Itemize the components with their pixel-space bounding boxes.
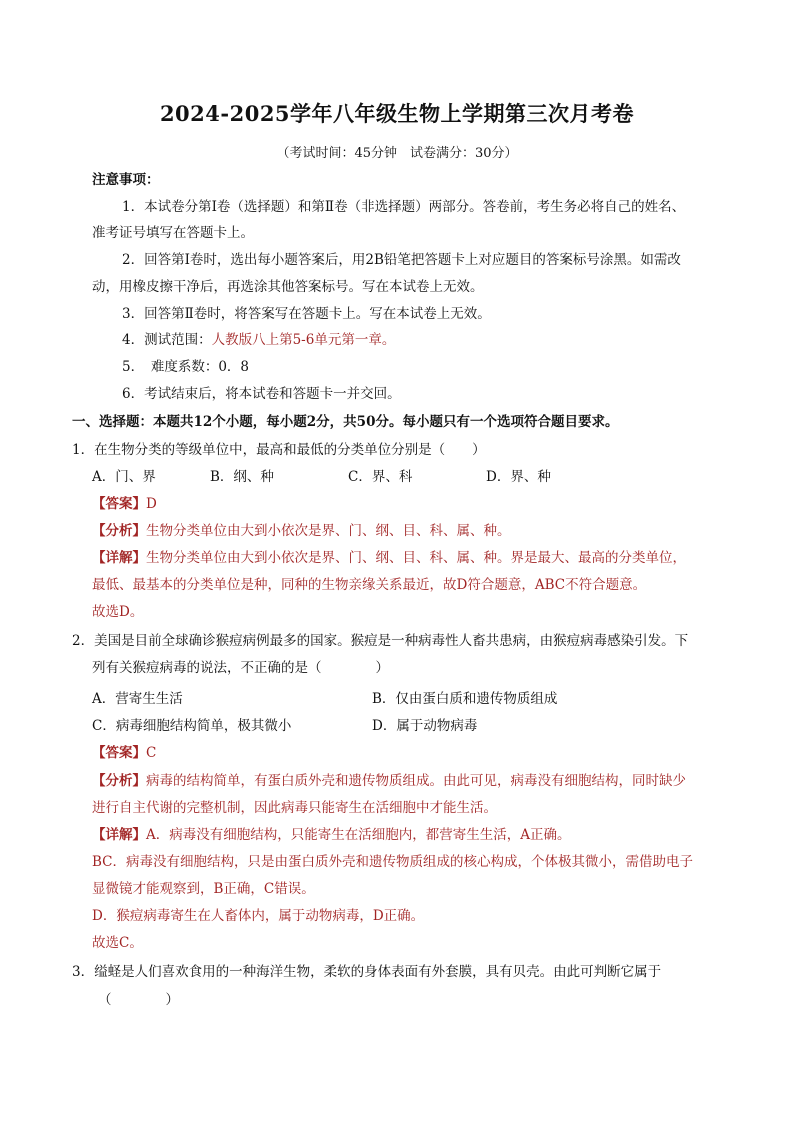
- detail-label: 【详解】: [92, 550, 146, 566]
- question-1-option-a: A．门、界: [92, 469, 156, 485]
- question-2-answer: [92, 743, 156, 763]
- notice-item-5: 5． 难度系数：0．8: [122, 359, 250, 375]
- question-2-detail-d: D．猴痘病毒寄生在人畜体内，属于动物病毒，D正确。: [92, 908, 425, 924]
- question-2-detail-bc-cont: 显微镜才能观察到，B正确，C错误。: [92, 881, 315, 897]
- question-3-stem-cont: （ ）: [98, 992, 179, 1008]
- question-3-stem: 3．缢蛏是人们喜欢食用的一种海洋生物，柔软的身体表面有外套膜，具有贝壳。由此可判断它属于: [72, 964, 662, 980]
- detail-text: 生物分类单位由大到小依次是界、门、纲、目、科、属、种。界是最大、最高的分类单位，: [146, 550, 686, 566]
- notice-heading: 注意事项：: [92, 172, 160, 188]
- notice-item-2-cont: 动，用橡皮擦干净后，再选涂其他答案标号。写在本试卷上无效。: [92, 279, 484, 295]
- analysis-label: 【分析】: [92, 523, 146, 539]
- question-1-detail: [92, 548, 686, 568]
- question-1-detail-cont: 最低、最基本的分类单位是种，同种的生物亲缘关系最近，故D符合题意，ABC不符合题意。: [92, 577, 647, 593]
- question-2-option-c: C．病毒细胞结构简单，极其微小: [92, 718, 292, 734]
- section-heading: 一、选择题：本题共12个小题，每小题2分，共50分。每小题只有一个选项符合题目要求。: [72, 414, 619, 430]
- question-2-option-a: A．营寄生生活: [92, 691, 183, 707]
- analysis-text: 病毒的结构简单，有蛋白质外壳和遗传物质组成。由此可见，病毒没有细胞结构，同时缺少: [146, 773, 686, 789]
- notice-item-4-label: 4．测试范围：: [122, 332, 212, 348]
- question-2-analysis-cont: 进行自主代谢的完整机制，因此病毒只能寄生在活细胞中才能生活。: [92, 800, 497, 816]
- analysis-text: 生物分类单位由大到小依次是界、门、纲、目、科、属、种。: [146, 523, 511, 539]
- question-2-stem-cont: 列有关猴痘病毒的说法，不正确的是（ ）: [92, 660, 389, 676]
- question-2-detail: [92, 825, 571, 845]
- notice-item-1: 1．本试卷分第Ⅰ卷（选择题）和第Ⅱ卷（非选择题）两部分。答卷前，考生务必将自己的姓名、: [122, 199, 686, 215]
- question-1-answer: [92, 494, 157, 514]
- question-1-analysis: [92, 521, 511, 541]
- question-2-conclusion: 故选C。: [92, 935, 143, 951]
- question-1-option-d: D．界、种: [486, 469, 551, 485]
- question-1-conclusion: 故选D。: [92, 604, 144, 620]
- question-2-analysis: [92, 771, 686, 791]
- notice-item-1-cont: 准考证号填写在答题卡上。: [92, 225, 254, 241]
- notice-item-2: 2．回答第Ⅰ卷时，选出每小题答案后，用2B铅笔把答题卡上对应题目的答案标号涂黑。如需改: [122, 252, 681, 268]
- answer-label: 【答案】: [92, 745, 146, 761]
- test-scope-value: 人教版八上第5-6单元第一章。: [211, 332, 396, 348]
- question-1-stem: 1．在生物分类的等级单位中，最高和最低的分类单位分别是（ ）: [72, 442, 486, 458]
- notice-item-6: 6．考试结束后，将本试卷和答题卡一并交回。: [122, 386, 401, 402]
- notice-item-3: 3．回答第Ⅱ卷时，将答案写在答题卡上。写在本试卷上无效。: [122, 306, 491, 322]
- exam-info-subtitle: （考试时间：45分钟 试卷满分：30分）: [276, 146, 518, 161]
- question-2-stem: 2．美国是目前全球确诊猴痘病例最多的国家。猴痘是一种病毒性人畜共患病，由猴痘病毒感染引发。下: [72, 633, 689, 649]
- question-1-option-b: B．纲、种: [210, 469, 274, 485]
- analysis-label: 【分析】: [92, 773, 146, 789]
- detail-label: 【详解】: [92, 827, 146, 843]
- detail-text: A．病毒没有细胞结构，只能寄生在活细胞内，都营寄生生活，A正确。: [146, 827, 571, 843]
- question-2-option-b: B．仅由蛋白质和遗传物质组成: [372, 691, 558, 707]
- answer-label: 【答案】: [92, 496, 146, 512]
- answer-value: C: [146, 745, 157, 761]
- question-2-detail-bc: BC．病毒没有细胞结构，只是由蛋白质外壳和遗传物质组成的核心构成，个体极其微小，需借助电子: [92, 854, 693, 870]
- question-1-option-c: C．界、科: [348, 469, 413, 485]
- answer-value: D: [146, 496, 157, 512]
- question-2-option-d: D．属于动物病毒: [372, 718, 478, 734]
- page-title: 2024-2025学年八年级生物上学期第三次月考卷: [159, 101, 635, 126]
- notice-item-4: [122, 330, 395, 350]
